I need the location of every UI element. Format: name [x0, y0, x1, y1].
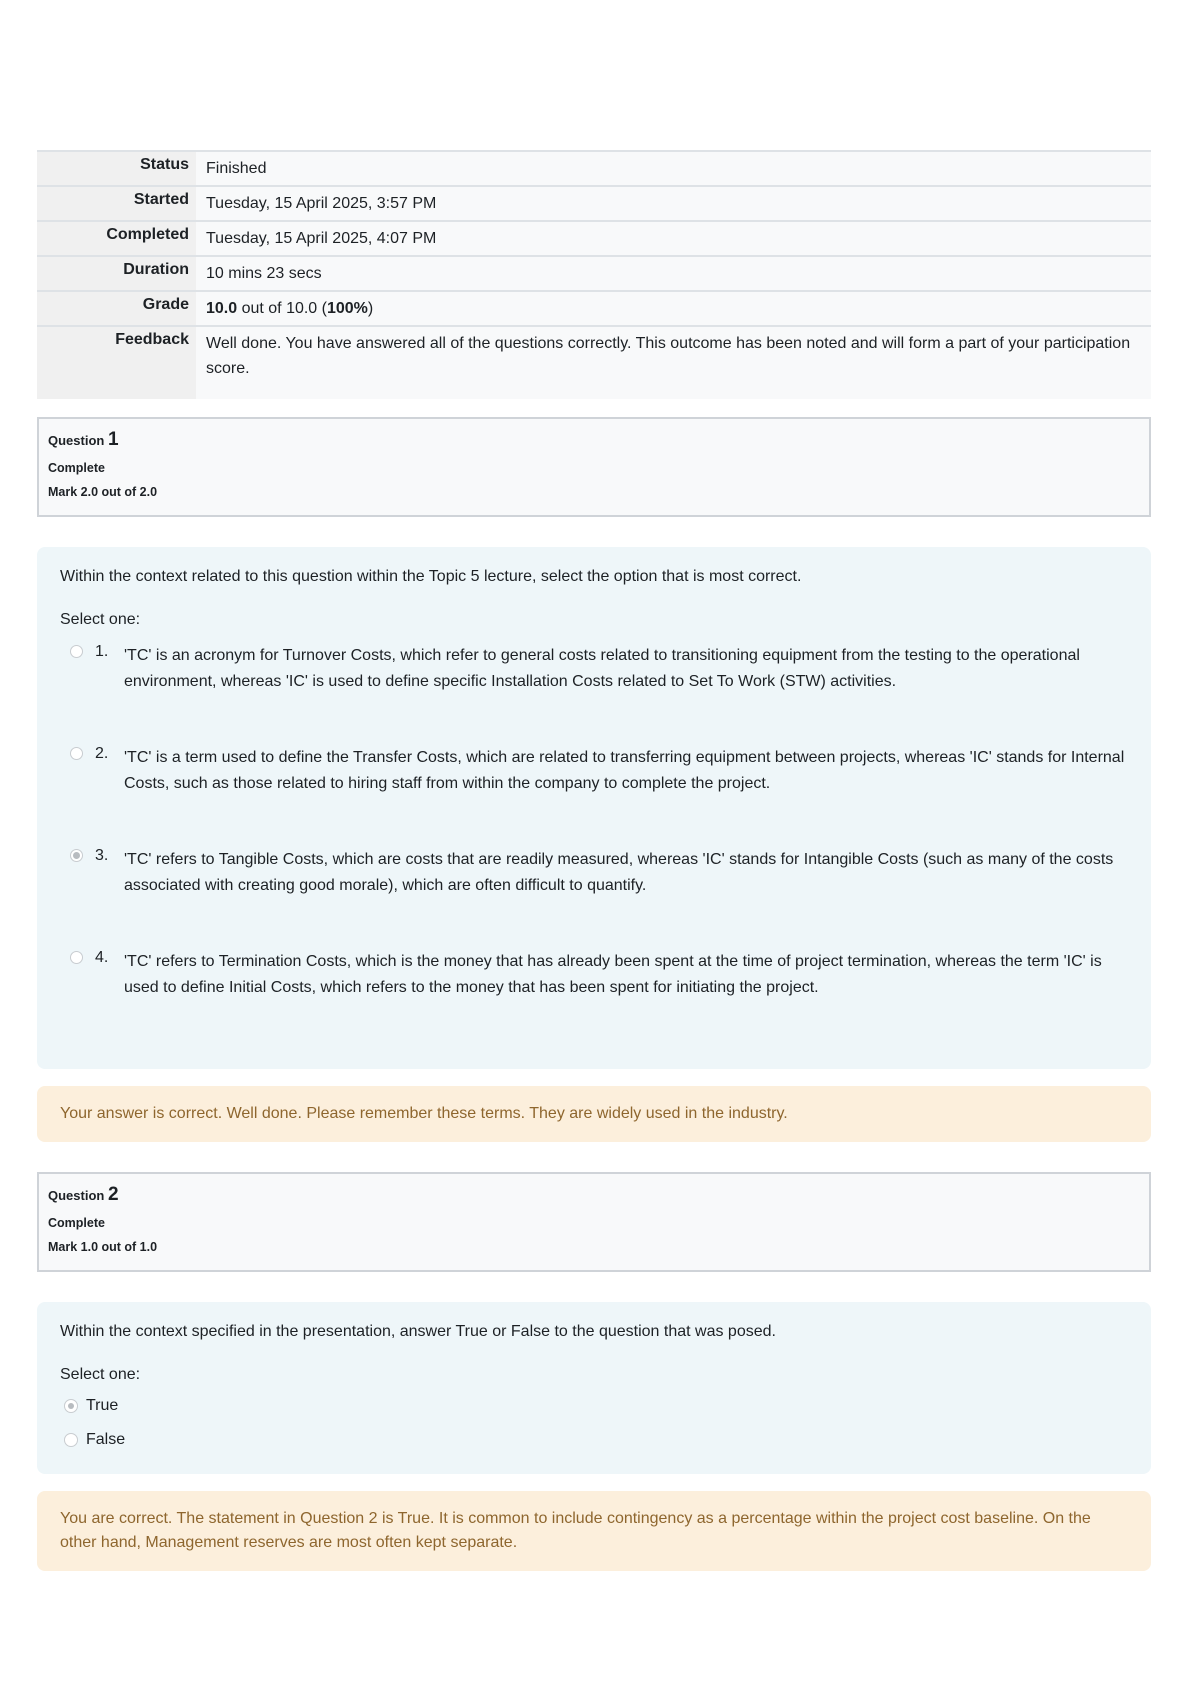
summary-row-started	[37, 186, 1151, 221]
question-prompt: Within the context related to this question within the Topic 5 lecture, select the option that is most correct.	[60, 568, 802, 585]
question-state: Complete	[48, 461, 105, 475]
question-number	[48, 429, 1140, 451]
question-info-1	[37, 417, 1151, 517]
summary-row-duration	[37, 256, 1151, 291]
option-text: True	[86, 1397, 119, 1414]
summary-label: Duration	[37, 256, 196, 291]
summary-value: Finished	[196, 151, 1151, 186]
radio-button-selected[interactable]	[64, 1399, 78, 1413]
question-feedback-1: Your answer is correct. Well done. Please remember these terms. They are widely used in the industry.	[37, 1086, 1151, 1142]
grade-end: )	[367, 300, 374, 317]
option-text: False	[86, 1431, 126, 1448]
summary-row-completed	[37, 221, 1151, 256]
question-label: Question	[48, 433, 105, 448]
question-number	[48, 1184, 1140, 1206]
answer-option-1	[60, 643, 1128, 695]
summary-row-grade	[37, 291, 1151, 326]
option-number: 2.	[95, 745, 109, 762]
radio-button[interactable]	[64, 1433, 78, 1447]
attempt-summary-table	[37, 150, 1151, 399]
option-number: 1.	[95, 643, 109, 660]
question-content-2	[37, 1302, 1151, 1474]
option-number: 3.	[95, 847, 109, 864]
option-number: 4.	[95, 949, 109, 966]
option-text: 'TC' is an acronym for Turnover Costs, which refer to general costs related to transitioning equipment from the testing to the operational environment, whereas 'IC' is used to define specific Installation Costs related to Set To Work (STW) activities.	[124, 647, 1080, 690]
question-mark: Mark 1.0 out of 1.0	[48, 1240, 158, 1254]
answer-option-4	[60, 949, 1128, 1001]
summary-label: Completed	[37, 221, 196, 256]
question-number-value: 2	[107, 1184, 119, 1205]
summary-value: Tuesday, 15 April 2025, 3:57 PM	[196, 186, 1151, 221]
select-one-label: Select one:	[60, 611, 141, 628]
summary-label: Started	[37, 186, 196, 221]
overall-feedback: Well done. You have answered all of the questions correctly. This outcome has been noted and will form a part of your participation score.	[196, 326, 1151, 399]
question-content-1	[37, 547, 1151, 1069]
question-label: Question	[48, 1188, 105, 1203]
radio-button[interactable]	[70, 747, 83, 760]
question-state: Complete	[48, 1216, 105, 1230]
answer-option-3	[60, 847, 1128, 899]
question-number-value: 1	[107, 429, 119, 450]
radio-button[interactable]	[70, 951, 83, 964]
summary-label: Status	[37, 151, 196, 186]
summary-value: Tuesday, 15 April 2025, 4:07 PM	[196, 221, 1151, 256]
question-mark: Mark 2.0 out of 2.0	[48, 485, 158, 499]
summary-value: 10 mins 23 secs	[196, 256, 1151, 291]
grade-value	[196, 291, 1151, 326]
radio-button[interactable]	[70, 645, 83, 658]
question-info-2	[37, 1172, 1151, 1272]
select-one-label: Select one:	[60, 1366, 141, 1383]
answer-option-false	[60, 1426, 1128, 1454]
grade-percent: 100%	[326, 300, 368, 317]
option-text: 'TC' is a term used to define the Transfer Costs, which are related to transferring equipment between projects, whereas 'IC' stands for Internal Costs, such as those related to hiring staff from within the company to complete the project.	[124, 749, 1125, 792]
question-feedback-2: You are correct. The statement in Question 2 is True. It is common to include contingency as a percentage within the project cost baseline. On the other hand, Management reserves are most often kept separate.	[37, 1491, 1151, 1571]
summary-row-status	[37, 151, 1151, 186]
option-text: 'TC' refers to Termination Costs, which is the money that has already been spent at the time of project termination, whereas the term 'IC' is used to define Initial Costs, which refers to the money that has been spent for initiating the project.	[124, 953, 1102, 996]
grade-score: 10.0	[206, 300, 238, 317]
radio-button-selected[interactable]	[70, 849, 83, 862]
option-text: 'TC' refers to Tangible Costs, which are costs that are readily measured, whereas 'IC' stands for Intangible Costs (such as many of the costs associated with creating good morale), which are often difficult to quantify.	[124, 851, 1114, 894]
answer-option-true	[60, 1392, 1128, 1420]
summary-label: Grade	[37, 291, 196, 326]
grade-mid: out of 10.0 (	[237, 300, 327, 317]
quiz-review	[37, 150, 1151, 1571]
question-prompt: Within the context specified in the presentation, answer True or False to the question that was posed.	[60, 1323, 776, 1340]
summary-label: Feedback	[37, 326, 196, 399]
summary-row-feedback	[37, 326, 1151, 399]
answer-option-2	[60, 745, 1128, 797]
